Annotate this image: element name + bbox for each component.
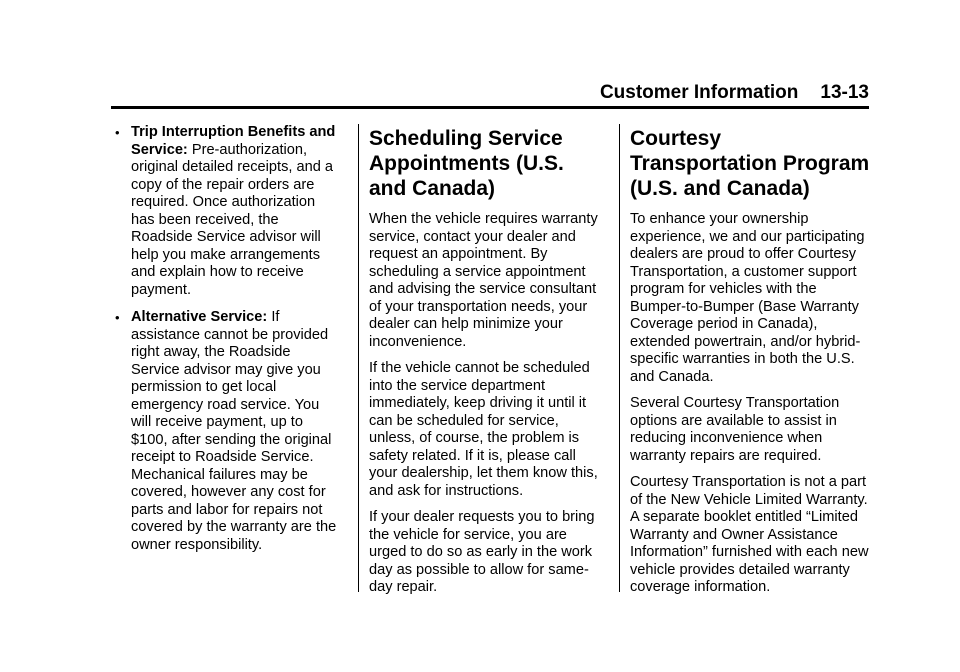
paragraph: If your dealer requests you to bring the vehicle for service, you are urged to do so as early in the work day as possible to allow for same-day repair. bbox=[369, 509, 595, 595]
bullet-label: Alternative Service: bbox=[131, 309, 268, 325]
section-heading-courtesy-transportation: Courtesy Transportation Program (U.S. and Canada) bbox=[630, 127, 870, 200]
paragraph: Courtesy Transportation is not a part of the New Vehicle Limited Warranty. A separate booklet entitled “Limited Warranty and Owner Assistance Information” furnished with each new vehicle provides detailed warranty coverage information. bbox=[630, 474, 869, 595]
bullet-item-alternative-service bbox=[111, 309, 341, 554]
section-heading-scheduling: Scheduling Service Appointments (U.S. and Canada) bbox=[369, 127, 564, 200]
bullet-text: Pre-authorization, original detailed receipts, and a copy of the repair orders are required. Once authorization has been received, the Roadside Service advisor will help you make arrangements and explain how to receive payment. bbox=[131, 141, 334, 298]
header-rule bbox=[111, 106, 869, 109]
column-middle bbox=[369, 124, 605, 606]
paragraph: When the vehicle requires warranty service, contact your dealer and request an appointment. By scheduling a service appointment and advising the service consultant of your transportation needs, your dealer can help minimize your inconvenience. bbox=[369, 211, 598, 350]
bullet-icon: • bbox=[115, 125, 120, 140]
paragraph: If the vehicle cannot be scheduled into the service department immediately, keep driving it until it can be scheduled for service, unless, of course, the problem is safety related. If it is, please call your dealership, let them know this, and ask for instructions. bbox=[369, 360, 598, 499]
paragraph: To enhance your ownership experience, we and our participating dealers are proud to offer Courtesy Transportation, a customer support program for vehicles with the Bumper-to-Bumper (Base Warranty Coverage period in Canada), extended powertrain, and/or hybrid-specific warranties in both the U.S. and Canada. bbox=[630, 211, 865, 385]
column-divider-2 bbox=[619, 124, 620, 592]
column-right bbox=[630, 124, 870, 606]
bullet-icon: • bbox=[115, 310, 120, 325]
page-header bbox=[600, 82, 869, 104]
bullet-item-trip-interruption bbox=[111, 124, 341, 299]
page-number: 13-13 bbox=[820, 82, 869, 103]
column-left bbox=[111, 124, 341, 564]
column-divider-1 bbox=[358, 124, 359, 592]
bullet-label: Trip Interruption Benefits and Service: bbox=[131, 124, 336, 158]
bullet-text: If assistance cannot be provided right away, the Roadside Service advisor may give you permission to get local emergency road service. You will receive payment, up to $100, after sending the original receipt to Roadside Service. Mechanical failures may be covered, however any cost for parts and labor for repairs not covered by the warranty are the owner responsibility. bbox=[131, 309, 337, 553]
section-title: Customer Information bbox=[599, 82, 799, 103]
paragraph: Several Courtesy Transportation options are available to assist in reducing inconvenience when warranty repairs are required. bbox=[630, 395, 840, 464]
